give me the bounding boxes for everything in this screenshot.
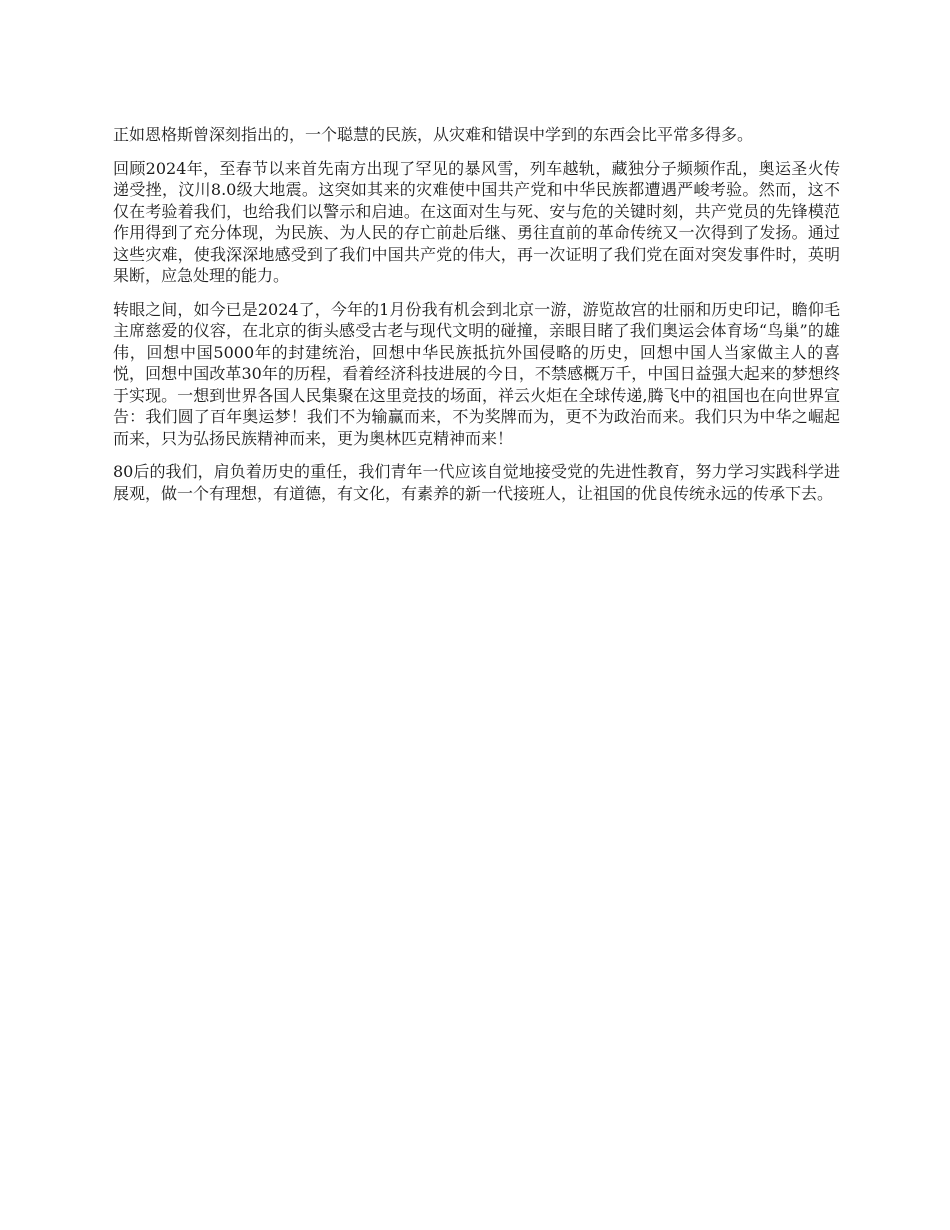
paragraph-beijing-trip: 转眼之间，如今已是2024了，今年的1月份我有机会到北京一游，游览故宫的壮丽和历史印记，瞻仰毛主席慈爱的仪容，在北京的街头感受古老与现代文明的碰撞，亲眼目睹了我们奥运会体育场“鸟巢”的雄伟，回想中国5000年的封建统治，回想中华民族抵抗外国侵略的历史，回想中国人当家做主人的喜悦，回想中国改革30年的历程，看着经济科技进展的今日，不禁感概万千，中国日益强大起来的梦想终于实现。一想到世界各国人民集聚在这里竞技的场面，祥云火炬在全球传递,腾飞中的祖国也在向世界宣告：我们圆了百年奥运梦！我们不为输赢而来，不为奖牌而为，更不为政治而来。我们只为中华之崛起而来，只为弘扬民族精神而来，更为奥林匹克精神而来！ xyxy=(113,299,840,448)
paragraph-intro-quote: 正如恩格斯曾深刻指出的，一个聪慧的民族，从灾难和错误中学到的东西会比平常多得多。 xyxy=(113,125,754,144)
paragraph-disasters-review: 回顾2024年，至春节以来首先南方出现了罕见的暴风雪，列车越轨，藏独分子频频作乱，奥运圣火传递受挫，汶川8.0级大地震。这突如其来的灾难使中国共产党和中华民族都遭遇严峻考验。然而，这不仅在考验着我们，也给我们以警示和启迪。在这面对生与死、安与危的关键时刻，共产党员的先锋模范作用得到了充分体现，为民族、为人民的存亡前赴后继、勇往直前的革命传统又一次得到了发扬。通过这些灾难，使我深深地感受到了我们中国共产党的伟大，再一次证明了我们党在面对突发事件时，英明果断，应急处理的能力。 xyxy=(113,158,840,285)
document-body xyxy=(113,124,840,516)
paragraph-youth-responsibility: 80后的我们，肩负着历史的重任，我们青年一代应该自觉地接受党的先进性教育，努力学习实践科学进展观，做一个有理想，有道德，有文化，有素养的新一代接班人，让祖国的优良传统永远的传承下去。 xyxy=(113,462,840,503)
